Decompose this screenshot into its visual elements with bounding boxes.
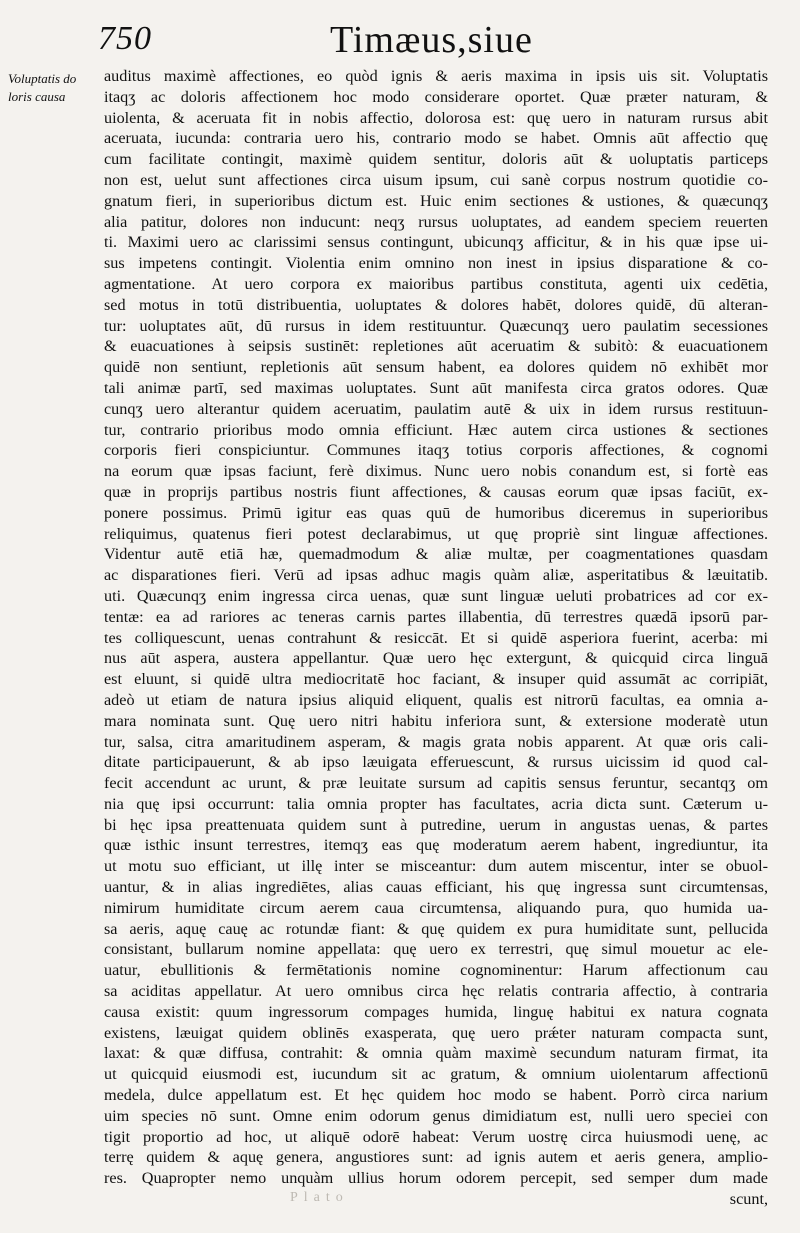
text-line: gnatum fieri, in superioribus dictum est. Huic enim sectiones & ustiones, & quæcunqʒ — [104, 191, 768, 210]
text-line: tur, contrario prioribus modo omnia efficiunt. Hæc autem circa ustiones & sectiones — [104, 420, 768, 439]
text-line: uti. Quæcunqʒ enim ingressa circa uenas, quæ sunt linguæ ueluti probatrices ad cor ex- — [104, 586, 768, 605]
text-line: tali animæ partī, sed maximas uoluptates. Sunt aūt manifesta circa gratos odores. Quæ — [104, 378, 768, 397]
text-line: ti. Maximi uero ac clarissimi sensus contingunt, ubicunqʒ afficitur, & in his quæ ipse ui- — [104, 233, 768, 252]
page-number: 750 — [98, 20, 152, 57]
text-line: nus aūt aspera, austera appellantur. Quæ uero hęc extergunt, & quicquid circa linguā — [104, 649, 768, 668]
text-line: causa existit: quum ingressorum compages humida, linguę habitui ex natura cognata — [104, 1002, 768, 1021]
text-line: uatur, ebullitionis & fermētationis nomine cognominentur: Harum affectionum cau — [104, 961, 768, 980]
text-line: quidē non sentiunt, repletionis aūt sensum habent, ea dolores quidem nō exhibēt mor — [104, 358, 768, 377]
text-line: & euacuationes à seipsis sustinēt: repletiones aūt aceruatim & subitò: & euacuationem — [104, 337, 768, 356]
page-header — [0, 18, 800, 68]
text-line: nimirum humiditate circum aerem caua circumtensa, aliquando pura, quo humida ua- — [104, 898, 768, 917]
text-line: terrę quidem & aquę genera, angustiores sunt: ad ignis autem et aeris genera, amplio- — [104, 1148, 768, 1167]
text-line: agmentatione. At uero corpora ex maioribus partibus constituta, agenti uix cedētia, — [104, 274, 768, 293]
margin-note-line: Voluptatis do — [8, 71, 77, 86]
text-line: sa aciditas appellatur. At uero omnibus circa hęc relatis contraria affectio, à contraria — [104, 982, 768, 1001]
text-line: uantur, & in alias ingrediētes, alias cauas efficiant, his quę ingressa sunt circumtensas, — [104, 878, 768, 897]
text-line: bi hęc ipsa preattenuata quidem sunt à putredine, uerum in angustas uenas, & partes — [104, 815, 768, 834]
text-line: tur: uoluptates aūt, dū rursus in idem restituuntur. Quæcunqʒ uero paulatim secessiones — [104, 316, 768, 335]
text-line: non est, uelut sunt affectiones circa uisum ipsum, cui sanè corpus nostrum quotidie co- — [104, 170, 768, 189]
text-line: cunqʒ uero alterantur quidem aceruatim, paulatim autē & uix in idem rursus restituun- — [104, 399, 768, 418]
text-line: quæ isthic insunt terrestres, itemqʒ eas quę moderatum aerem habent, ingrediuntur, ita — [104, 836, 768, 855]
text-line: cum facilitate contingit, maximè quidem sentitur, doloris aūt & uoluptatis particeps — [104, 150, 768, 169]
text-line: tur, salsa, citra amaritudinem asperam, & magis grata nobis apparent. At quæ oris cali- — [104, 732, 768, 751]
margin-note-line: loris causa — [8, 89, 66, 104]
text-line: Videntur autē etiā hæ, quemadmodum & aliæ multæ, per coagmentationes quasdam — [104, 545, 768, 564]
text-line: reliquimus, quatenus fieri potest declarabimus, ut quę propriè sint linguæ affectiones. — [104, 524, 768, 543]
text-line: sus impetens contingit. Violentia enim omnino non inest in ipsius disparatione & co- — [104, 254, 768, 273]
text-line: laxat: & quæ diffusa, contrahit: & omnia quàm maximè secundum naturam firmat, ita — [104, 1044, 768, 1063]
text-line: aceruata, iucunda: contraria uero his, contrario modo se habet. Omnis aūt affectio quę — [104, 129, 768, 148]
text-line: na eorum quæ ipsas faciunt, ferè diximus. Nunc uero nobis conandum est, si fortè eas — [104, 462, 768, 481]
text-line: alia patitur, dolores non inducunt: neqʒ rursus uoluptates, ad eandem speciem reuerten — [104, 212, 768, 231]
margin-note — [8, 70, 98, 106]
text-line: quæ in proprijs partibus nostris fiunt affectiones, & causas eorum quæ ipsas faciūt, ex- — [104, 482, 768, 501]
text-line: ditate participauerunt, & ab ipso læuigata efferuescunt, & rursus uicissim id quod cal- — [104, 753, 768, 772]
text-line: auditus maximè affectiones, eo quòd ignis & aeris maxima in ipsis uis sit. Voluptatis — [104, 67, 768, 85]
text-line: mara nominata sunt. Quę uero nitri habitu inferiora sunt, & extersione moderatè utun — [104, 711, 768, 730]
body-text — [104, 66, 768, 1210]
text-line: res. Quapropter nemo unquàm ullius horum odorem percepit, sed semper dum made — [104, 1169, 768, 1188]
running-title: Timæus,siue — [330, 19, 533, 61]
text-line: est eluunt, si quidē ultra mediocritatē hoc faciant, & insuper quid assumāt ac corripiāt, — [104, 670, 768, 689]
text-line: uiolenta, & aceruata fit in nobis affectio, dolorosa est: quę uero in naturam rursus abit — [104, 108, 768, 127]
text-line: ut motu suo efficiant, ut illę inter se misceantur: dum autem miscentur, inter se obuol- — [104, 857, 768, 876]
text-line: sa aeris, aquę cauę ac rotundæ fiant: & quę quidem ex pura humiditate sunt, pellucida — [104, 919, 768, 938]
text-line: medela, dulce appellatum est. Et hęc quidem hoc modo se habent. Porrò circa narium — [104, 1086, 768, 1105]
text-line: ac disparationes fieri. Verū ad ipsas adhuc magis quàm aliæ, asperitatibus & læuitatib. — [104, 566, 768, 585]
text-line: fecit accendunt ac urunt, & præ leuitate sursum ad capitis sensus feruntur, secantqʒ om — [104, 774, 768, 793]
text-line: adeò ut etiam de natura ipsius aliquid eliquent, qualis est nitrorū facultas, ea omnia a- — [104, 690, 768, 709]
text-line: tes colliquescunt, uenas contrahunt & resiccāt. Et si quidē asperiora fuerint, acerba: mi — [104, 628, 768, 647]
text-line: corporis fieri conspiciuntur. Communes itaqʒ totius corporis affectiones, & cognomi — [104, 441, 768, 460]
text-line: consistant, bullarum nomine appellata: quę uero ex terrestri, quę simul mouetur ac ele- — [104, 940, 768, 959]
text-line: ut quicquid eiusmodi est, iucundum sit ac gratum, & omnium uiolentarum affectionū — [104, 1065, 768, 1084]
text-line: nia quę ipsi occurrunt: talia omnia propter has facultates, acria dicta sunt. Cæterum u- — [104, 794, 768, 813]
text-line: uim species nō sunt. Omne enim odorum genus dimidiatum est, nulli uero speciei con — [104, 1106, 768, 1125]
text-line: tigit proportio ad hoc, ut aliquē odorē habeat: Verum uostrę circa huiusmodi uenę, ac — [104, 1127, 768, 1146]
show-through-text: Plato — [290, 1190, 349, 1205]
text-line: scunt, — [729, 1190, 768, 1209]
text-line: ponere possimus. Primū igitur eas quas quū de humoribus diceremus in superioribus — [104, 503, 768, 522]
text-line: itaqʒ ac doloris affectionem hoc modo considerare oportet. Quæ præter naturam, & — [104, 87, 768, 106]
text-line: sed motus in totū distribuentia, uoluptates & dolores habēt, dolores quidē, dū alteran- — [104, 295, 768, 314]
text-line: tentæ: ea ad rariores ac teneras carnis partes illabentia, dū terrestres quædā ipsorū par- — [104, 607, 768, 626]
text-line: existens, læuigat quidem oblinēs exasperata, quę uero prǽter naturam compacta sunt, — [104, 1023, 768, 1042]
